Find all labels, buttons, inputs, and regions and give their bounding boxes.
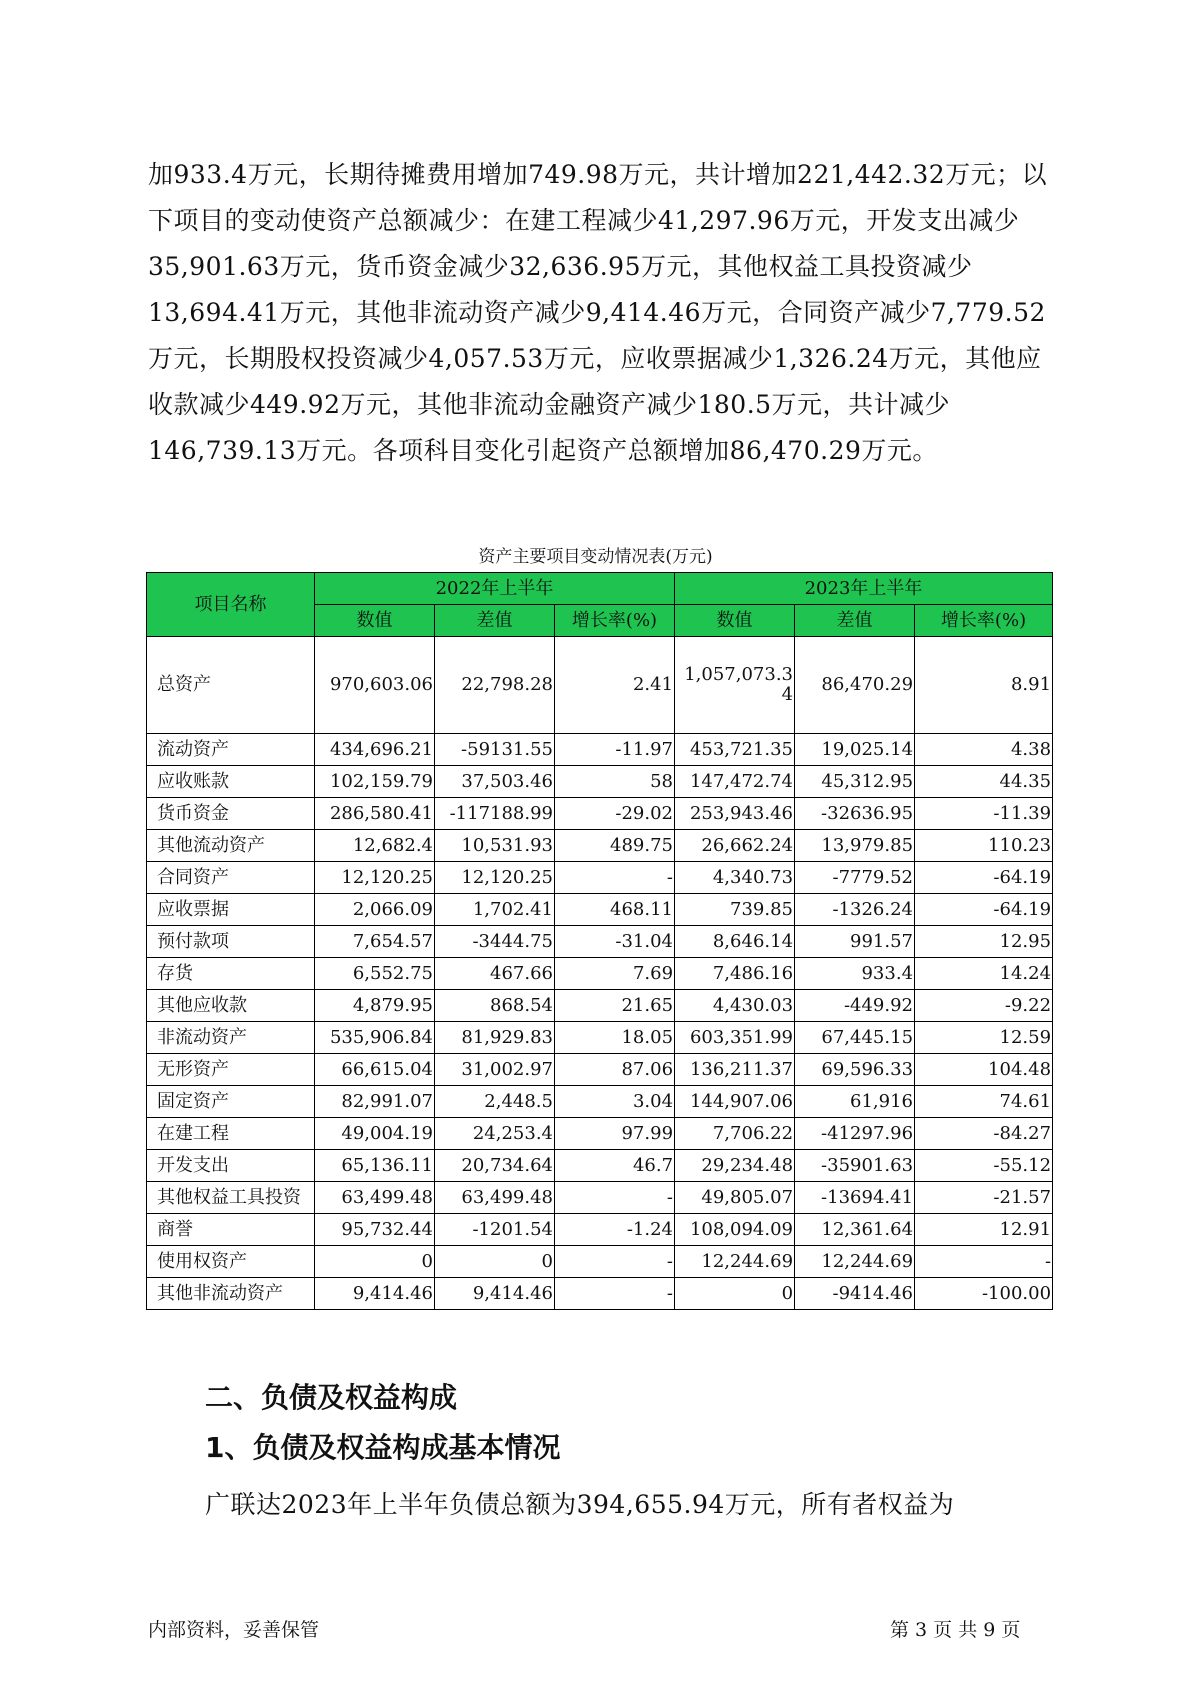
- cell-growth-2022: 58: [555, 766, 675, 798]
- cell-value-2023: 49,805.07: [675, 1182, 795, 1214]
- cell-diff-2023: 86,470.29: [795, 637, 915, 734]
- cell-item-name: 预付款项: [147, 926, 315, 958]
- table-row: [147, 798, 1053, 830]
- table-row: [147, 1086, 1053, 1118]
- cell-value-2022: 970,603.06: [315, 637, 435, 734]
- table-row: [147, 1246, 1053, 1278]
- cell-growth-2023: -11.39: [915, 798, 1053, 830]
- cell-value-2022: 286,580.41: [315, 798, 435, 830]
- cell-item-name: 合同资产: [147, 862, 315, 894]
- cell-value-2023: 1,057,073.34: [675, 637, 795, 734]
- cell-growth-2023: 12.95: [915, 926, 1053, 958]
- table-row: [147, 958, 1053, 990]
- cell-growth-2023: 8.91: [915, 637, 1053, 734]
- cell-growth-2022: 87.06: [555, 1054, 675, 1086]
- cell-item-name: 非流动资产: [147, 1022, 315, 1054]
- cell-growth-2022: 18.05: [555, 1022, 675, 1054]
- cell-diff-2022: 31,002.97: [435, 1054, 555, 1086]
- cell-diff-2022: 9,414.46: [435, 1278, 555, 1310]
- cell-value-2023: 147,472.74: [675, 766, 795, 798]
- table-row: [147, 766, 1053, 798]
- cell-growth-2022: 97.99: [555, 1118, 675, 1150]
- cell-diff-2023: -9414.46: [795, 1278, 915, 1310]
- table-caption: 资产主要项目变动情况表(万元): [478, 547, 713, 567]
- subsection-title-basic-situation: 1、负债及权益构成基本情况: [205, 1431, 561, 1464]
- table-row: [147, 926, 1053, 958]
- header-item-name: 项目名称: [147, 573, 315, 637]
- cell-value-2023: 739.85: [675, 894, 795, 926]
- header-diff-2022: 差值: [435, 605, 555, 637]
- cell-value-2023: 26,662.24: [675, 830, 795, 862]
- cell-item-name: 货币资金: [147, 798, 315, 830]
- cell-value-2023: 144,907.06: [675, 1086, 795, 1118]
- table-row: [147, 1118, 1053, 1150]
- cell-growth-2023: -9.22: [915, 990, 1053, 1022]
- cell-value-2022: 65,136.11: [315, 1150, 435, 1182]
- assets-change-table: [146, 572, 1053, 1310]
- cell-value-2022: 2,066.09: [315, 894, 435, 926]
- cell-diff-2023: 19,025.14: [795, 734, 915, 766]
- cell-growth-2022: 2.41: [555, 637, 675, 734]
- cell-diff-2023: 13,979.85: [795, 830, 915, 862]
- cell-item-name: 开发支出: [147, 1150, 315, 1182]
- cell-diff-2022: 22,798.28: [435, 637, 555, 734]
- cell-item-name: 使用权资产: [147, 1246, 315, 1278]
- cell-diff-2022: 467.66: [435, 958, 555, 990]
- cell-value-2022: 7,654.57: [315, 926, 435, 958]
- header-growth-2022: 增长率(%): [555, 605, 675, 637]
- cell-growth-2023: 104.48: [915, 1054, 1053, 1086]
- table-row: [147, 1214, 1053, 1246]
- cell-growth-2022: -31.04: [555, 926, 675, 958]
- cell-growth-2022: 7.69: [555, 958, 675, 990]
- cell-item-name: 其他权益工具投资: [147, 1182, 315, 1214]
- cell-value-2023: 136,211.37: [675, 1054, 795, 1086]
- cell-item-name: 其他非流动资产: [147, 1278, 315, 1310]
- cell-diff-2023: 61,916: [795, 1086, 915, 1118]
- cell-growth-2022: 489.75: [555, 830, 675, 862]
- cell-value-2022: 12,682.4: [315, 830, 435, 862]
- cell-diff-2022: 63,499.48: [435, 1182, 555, 1214]
- cell-growth-2022: -: [555, 1246, 675, 1278]
- cell-growth-2022: 3.04: [555, 1086, 675, 1118]
- cell-growth-2022: -: [555, 1278, 675, 1310]
- cell-value-2022: 66,615.04: [315, 1054, 435, 1086]
- cell-growth-2023: 14.24: [915, 958, 1053, 990]
- cell-value-2023: 108,094.09: [675, 1214, 795, 1246]
- header-value-2023: 数值: [675, 605, 795, 637]
- cell-value-2022: 63,499.48: [315, 1182, 435, 1214]
- cell-diff-2022: 81,929.83: [435, 1022, 555, 1054]
- cell-diff-2022: 37,503.46: [435, 766, 555, 798]
- cell-value-2022: 95,732.44: [315, 1214, 435, 1246]
- cell-value-2023: 8,646.14: [675, 926, 795, 958]
- cell-diff-2023: 69,596.33: [795, 1054, 915, 1086]
- cell-growth-2023: 44.35: [915, 766, 1053, 798]
- cell-diff-2022: 24,253.4: [435, 1118, 555, 1150]
- cell-diff-2022: 12,120.25: [435, 862, 555, 894]
- cell-growth-2022: -: [555, 862, 675, 894]
- table-row: [147, 1022, 1053, 1054]
- cell-diff-2022: -1201.54: [435, 1214, 555, 1246]
- section-title-liabilities-equity: 二、负债及权益构成: [205, 1381, 458, 1414]
- cell-growth-2022: -29.02: [555, 798, 675, 830]
- table-row: [147, 830, 1053, 862]
- table-row: [147, 862, 1053, 894]
- cell-diff-2022: -3444.75: [435, 926, 555, 958]
- table-row: [147, 990, 1053, 1022]
- cell-value-2022: 535,906.84: [315, 1022, 435, 1054]
- table-row: [147, 637, 1053, 734]
- cell-value-2023: 29,234.48: [675, 1150, 795, 1182]
- cell-value-2023: 12,244.69: [675, 1246, 795, 1278]
- table-row: [147, 894, 1053, 926]
- cell-value-2022: 49,004.19: [315, 1118, 435, 1150]
- cell-diff-2023: -449.92: [795, 990, 915, 1022]
- cell-diff-2023: 67,445.15: [795, 1022, 915, 1054]
- cell-item-name: 总资产: [147, 637, 315, 734]
- cell-growth-2023: 4.38: [915, 734, 1053, 766]
- cell-growth-2023: 110.23: [915, 830, 1053, 862]
- cell-diff-2022: 0: [435, 1246, 555, 1278]
- cell-diff-2023: 933.4: [795, 958, 915, 990]
- cell-value-2022: 82,991.07: [315, 1086, 435, 1118]
- cell-item-name: 其他流动资产: [147, 830, 315, 862]
- header-growth-2023: 增长率(%): [915, 605, 1053, 637]
- cell-growth-2023: -55.12: [915, 1150, 1053, 1182]
- table-header-row: [147, 573, 1053, 605]
- cell-diff-2022: 868.54: [435, 990, 555, 1022]
- cell-diff-2022: -117188.99: [435, 798, 555, 830]
- cell-diff-2022: -59131.55: [435, 734, 555, 766]
- cell-growth-2022: 468.11: [555, 894, 675, 926]
- cell-diff-2023: -7779.52: [795, 862, 915, 894]
- body-paragraph-assets-change: 加933.4万元，长期待摊费用增加749.98万元，共计增加221,442.32万元；以下项目的变动使资产总额减少：在建工程减少41,297.96万元，开发支出减少35,901.63万元，货币资金减少32,636.95万元，其他权益工具投资减少13,694.41万元，其他非流动资产减少9,414.46万元，合同资产减少7,779.52万元，长期股权投资减少4,057.53万元，应收票据减少1,326.24万元，其他应收款减少449.92万元，其他非流动金融资产减少180.5万元，共计减少146,739.13万元。各项科目变化引起资产总额增加86,470.29万元。: [148, 160, 1048, 465]
- cell-growth-2023: -64.19: [915, 862, 1053, 894]
- cell-growth-2023: -64.19: [915, 894, 1053, 926]
- cell-value-2022: 102,159.79: [315, 766, 435, 798]
- cell-value-2023: 7,706.22: [675, 1118, 795, 1150]
- table-row: [147, 1150, 1053, 1182]
- cell-value-2022: 12,120.25: [315, 862, 435, 894]
- cell-value-2023: 4,340.73: [675, 862, 795, 894]
- cell-diff-2023: 12,244.69: [795, 1246, 915, 1278]
- cell-diff-2023: -32636.95: [795, 798, 915, 830]
- header-period-2022: 2022年上半年: [315, 573, 675, 605]
- cell-value-2022: 4,879.95: [315, 990, 435, 1022]
- body-paragraph-liabilities: 广联达2023年上半年负债总额为394,655.94万元，所有者权益为: [205, 1490, 955, 1519]
- cell-diff-2023: -35901.63: [795, 1150, 915, 1182]
- cell-value-2023: 7,486.16: [675, 958, 795, 990]
- cell-value-2023: 453,721.35: [675, 734, 795, 766]
- cell-growth-2023: 12.59: [915, 1022, 1053, 1054]
- footer-confidential-note: 内部资料，妥善保管: [148, 1619, 320, 1641]
- header-diff-2023: 差值: [795, 605, 915, 637]
- cell-growth-2023: -100.00: [915, 1278, 1053, 1310]
- cell-growth-2023: -21.57: [915, 1182, 1053, 1214]
- cell-diff-2023: -13694.41: [795, 1182, 915, 1214]
- table-row: [147, 1182, 1053, 1214]
- cell-growth-2023: 12.91: [915, 1214, 1053, 1246]
- cell-value-2022: 6,552.75: [315, 958, 435, 990]
- cell-diff-2023: 12,361.64: [795, 1214, 915, 1246]
- cell-growth-2022: -1.24: [555, 1214, 675, 1246]
- cell-value-2022: 434,696.21: [315, 734, 435, 766]
- cell-diff-2023: 45,312.95: [795, 766, 915, 798]
- cell-diff-2023: -1326.24: [795, 894, 915, 926]
- cell-value-2022: 0: [315, 1246, 435, 1278]
- footer-page-number: 第 3 页 共 9 页: [890, 1619, 1021, 1641]
- cell-diff-2022: 10,531.93: [435, 830, 555, 862]
- cell-item-name: 无形资产: [147, 1054, 315, 1086]
- cell-diff-2023: 991.57: [795, 926, 915, 958]
- header-value-2022: 数值: [315, 605, 435, 637]
- cell-value-2023: 4,430.03: [675, 990, 795, 1022]
- cell-diff-2022: 1,702.41: [435, 894, 555, 926]
- cell-value-2023: 253,943.46: [675, 798, 795, 830]
- cell-item-name: 其他应收款: [147, 990, 315, 1022]
- cell-growth-2022: -: [555, 1182, 675, 1214]
- table-row: [147, 1054, 1053, 1086]
- cell-item-name: 存货: [147, 958, 315, 990]
- cell-value-2022: 9,414.46: [315, 1278, 435, 1310]
- cell-item-name: 流动资产: [147, 734, 315, 766]
- cell-item-name: 应收票据: [147, 894, 315, 926]
- cell-growth-2022: 46.7: [555, 1150, 675, 1182]
- cell-diff-2022: 20,734.64: [435, 1150, 555, 1182]
- cell-growth-2023: -: [915, 1246, 1053, 1278]
- cell-item-name: 应收账款: [147, 766, 315, 798]
- table-row: [147, 734, 1053, 766]
- cell-value-2023: 603,351.99: [675, 1022, 795, 1054]
- cell-item-name: 在建工程: [147, 1118, 315, 1150]
- cell-growth-2023: 74.61: [915, 1086, 1053, 1118]
- cell-diff-2022: 2,448.5: [435, 1086, 555, 1118]
- cell-item-name: 商誉: [147, 1214, 315, 1246]
- cell-growth-2022: 21.65: [555, 990, 675, 1022]
- cell-diff-2023: -41297.96: [795, 1118, 915, 1150]
- header-period-2023: 2023年上半年: [675, 573, 1053, 605]
- cell-item-name: 固定资产: [147, 1086, 315, 1118]
- table-row: [147, 1278, 1053, 1310]
- cell-growth-2022: -11.97: [555, 734, 675, 766]
- cell-value-2023: 0: [675, 1278, 795, 1310]
- cell-growth-2023: -84.27: [915, 1118, 1053, 1150]
